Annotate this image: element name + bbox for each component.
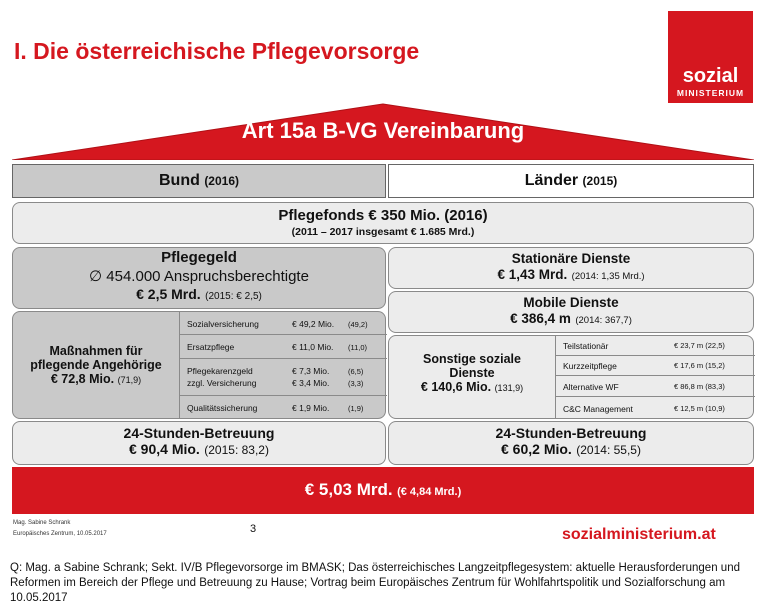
row-label: Qualitätssicherung bbox=[187, 403, 258, 413]
mobile-box bbox=[388, 291, 754, 333]
massnahmen-prev: (71,9) bbox=[117, 375, 142, 385]
betreuung-bund-amount: € 90,4 Mio. bbox=[129, 441, 200, 457]
row-prev: (11,0) bbox=[348, 343, 368, 352]
row-prev-2: (3,3) bbox=[348, 379, 364, 388]
row-value: € 49,2 Mio. bbox=[292, 319, 335, 329]
betreuung-laender-prev: (2014: 55,5) bbox=[576, 443, 641, 457]
pflegegeld-title: Pflegegeld bbox=[161, 249, 237, 266]
row-value: € 17,6 m (15,2) bbox=[674, 361, 725, 370]
stationaer-box bbox=[388, 247, 754, 289]
massnahmen-summary bbox=[13, 344, 179, 386]
stationaer-prev: (2014: 1,35 Mrd.) bbox=[571, 271, 645, 282]
pflegegeld-box bbox=[12, 247, 386, 309]
bund-header bbox=[12, 164, 386, 198]
mobile-prev: (2014: 367,7) bbox=[575, 315, 632, 326]
betreuung-laender-title: 24-Stunden-Betreuung bbox=[495, 425, 647, 441]
table-row bbox=[180, 396, 387, 418]
row-value: € 12,5 m (10,9) bbox=[674, 404, 725, 413]
row-prev: (49,2) bbox=[348, 320, 368, 329]
pflegefonds-title: Pflegefonds € 350 Mio. (2016) bbox=[278, 207, 488, 224]
betreuung-bund-box bbox=[12, 421, 386, 465]
table-row bbox=[556, 397, 755, 418]
mobile-title: Mobile Dienste bbox=[523, 295, 619, 310]
sonstige-box bbox=[388, 335, 754, 419]
betreuung-bund-prev: (2015: 83,2) bbox=[204, 443, 269, 457]
row-value-2: € 3,4 Mio. bbox=[292, 378, 330, 388]
row-value: € 7,3 Mio. bbox=[292, 366, 330, 376]
laender-year: (2015) bbox=[582, 174, 618, 188]
row-label: Ersatzpflege bbox=[187, 342, 235, 352]
total-prev: (€ 4,84 Mrd.) bbox=[397, 486, 462, 498]
sonstige-prev: (131,9) bbox=[494, 383, 524, 393]
roof-label: Art 15a B-VG Vereinbarung bbox=[241, 118, 525, 143]
sozialministerium-logo bbox=[668, 11, 753, 103]
betreuung-laender-box bbox=[388, 421, 754, 465]
row-label: Alternative WF bbox=[563, 382, 619, 392]
pflegegeld-recipients: ∅ 454.000 Anspruchsberechtigte bbox=[89, 268, 309, 285]
total-bar bbox=[12, 467, 754, 514]
logo-text-sozial: sozial bbox=[682, 65, 739, 87]
pflegefonds-box bbox=[12, 202, 754, 244]
table-row bbox=[180, 312, 387, 335]
mobile-amount: € 386,4 m bbox=[510, 311, 571, 326]
betreuung-laender-amount: € 60,2 Mio. bbox=[501, 441, 572, 457]
row-label: Pflegekarenzgeld bbox=[187, 366, 253, 376]
row-prev: (1,9) bbox=[348, 404, 364, 413]
row-label: Sozialversicherung bbox=[187, 319, 259, 329]
massnahmen-line2: pflegende Angehörige bbox=[30, 358, 162, 372]
sonstige-line2: Dienste bbox=[449, 366, 495, 380]
pflegegeld-prev: (2015: € 2,5) bbox=[205, 291, 262, 302]
pflegegeld-amount: € 2,5 Mrd. bbox=[136, 286, 201, 302]
stationaer-title: Stationäre Dienste bbox=[511, 251, 631, 266]
table-row bbox=[180, 359, 387, 396]
page-number: 3 bbox=[250, 523, 257, 535]
sonstige-table bbox=[555, 336, 754, 418]
source-caption: Q: Mag. a Sabine Schrank; Sekt. IV/B Pflegevorsorge im BMASK; Das österreichisches Langzeitpflegesystem: aktuelle Herausforderungen und Reformen im Bereich der Pflege und Betreuung zu Hause; Vortrag beim Europäisches Zentrum für Wohlfahrtspolitik und Sozialforschung am 10.05.2017 bbox=[10, 562, 740, 604]
bund-year: (2016) bbox=[204, 174, 239, 188]
massnahmen-line1: Maßnahmen für bbox=[49, 344, 143, 358]
massnahmen-amount: € 72,8 Mio. bbox=[50, 372, 115, 386]
sonstige-line1: Sonstige soziale bbox=[423, 352, 521, 366]
row-value: € 23,7 m (22,5) bbox=[674, 341, 725, 350]
row-label-2: zzgl. Versicherung bbox=[187, 378, 257, 388]
row-label: Teilstationär bbox=[563, 341, 609, 351]
sonstige-summary bbox=[389, 352, 555, 394]
page-title: I. Die österreichische Pflegevorsorge bbox=[14, 38, 420, 64]
massnahmen-table bbox=[179, 312, 386, 418]
footer-url: sozialministerium.at bbox=[562, 526, 716, 543]
row-value: € 86,8 m (83,3) bbox=[674, 382, 725, 391]
table-row bbox=[180, 335, 387, 359]
betreuung-bund-title: 24-Stunden-Betreuung bbox=[123, 425, 275, 441]
sonstige-amount: € 140,6 Mio. bbox=[420, 380, 492, 394]
row-label: C&C Management bbox=[563, 404, 633, 414]
footer-event: Europäisches Zentrum, 10.05.2017 bbox=[13, 531, 107, 537]
pflegefonds-total: (2011 – 2017 insgesamt € 1.685 Mrd.) bbox=[291, 226, 475, 238]
row-value: € 1,9 Mio. bbox=[292, 403, 330, 413]
table-row bbox=[556, 376, 755, 397]
logo-text-ministerium: MINISTERIUM bbox=[676, 88, 745, 98]
row-value: € 11,0 Mio. bbox=[292, 342, 334, 352]
stationaer-amount: € 1,43 Mrd. bbox=[497, 267, 568, 282]
massnahmen-box bbox=[12, 311, 386, 419]
table-row bbox=[556, 356, 755, 376]
row-label: Kurzzeitpflege bbox=[563, 361, 617, 371]
footer-author: Mag. Sabine Schrank bbox=[13, 520, 71, 526]
laender-header bbox=[388, 164, 754, 198]
table-row bbox=[556, 336, 755, 356]
laender-label: Länder bbox=[524, 172, 579, 189]
row-prev: (6,5) bbox=[348, 367, 364, 376]
bund-label: Bund bbox=[158, 172, 200, 189]
total-amount: € 5,03 Mrd. bbox=[304, 480, 393, 499]
